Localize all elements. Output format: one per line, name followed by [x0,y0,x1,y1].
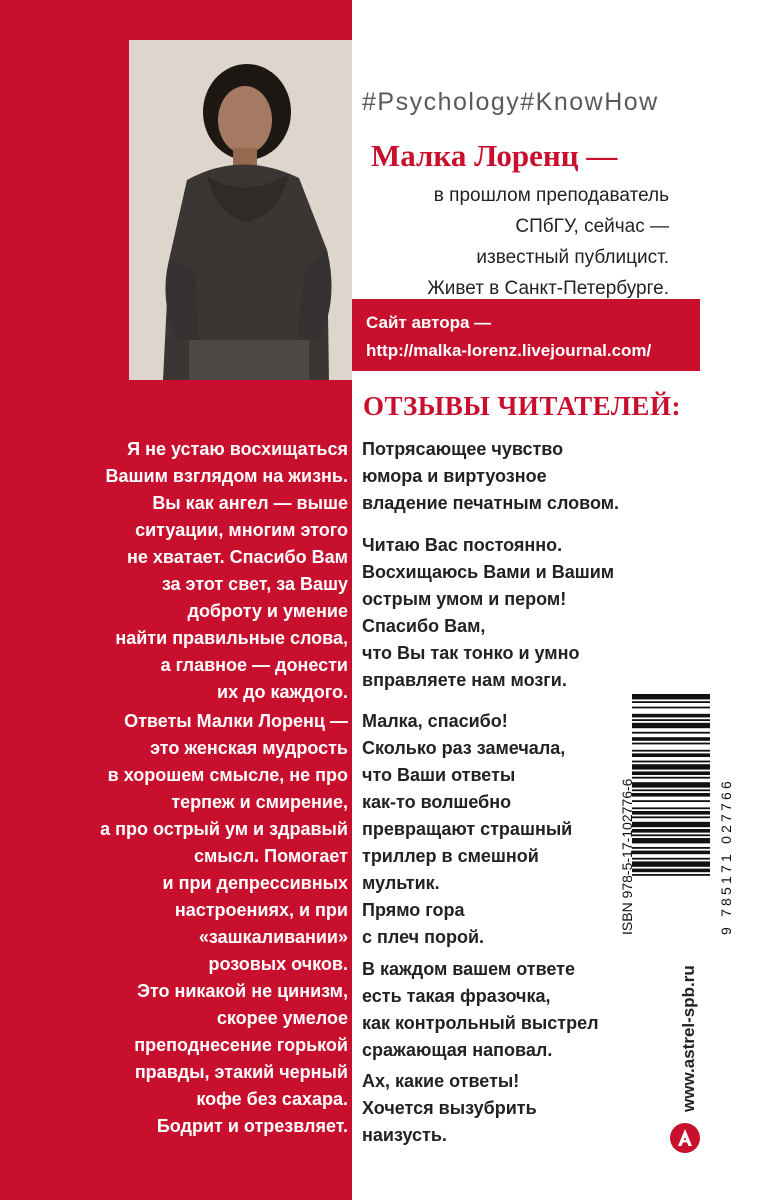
quote-line: терпеж и смирение, [171,792,348,812]
review-line: как-то волшебно [362,792,512,812]
quote-line: Вашим взглядом на жизнь. [105,466,348,486]
barcode-bar [632,764,710,769]
barcode-bar [632,714,710,718]
barcode-bar [632,694,710,699]
review-line: владение печатным словом. [362,493,620,513]
hashtag: #Psychology#KnowHow [362,88,659,116]
reviews-heading: ОТЗЫВЫ ЧИТАТЕЛЕЙ: [363,391,681,421]
review-line: как контрольный выстрел [362,1013,599,1033]
author-bio [369,180,669,304]
quote-line: Бодрит и отрезвляет. [156,1116,348,1136]
quote-line: доброту и умение [187,601,348,621]
barcode-bar [632,851,710,855]
review-line: есть такая фразочка, [362,986,551,1006]
quote-line: не хватает. Спасибо Вам [127,547,348,567]
quote-line: Это никакой не цинизм, [137,981,348,1001]
review-line: с плеч порой. [362,927,485,947]
barcode-bar [632,777,710,779]
review-line: триллер в смешной [362,846,539,866]
barcode-bar [632,829,710,833]
quote-line: найти правильные слова, [115,628,348,648]
author-name: Малка Лоренц — [371,138,618,173]
review-line: Читаю Вас постоянно. [362,535,563,555]
review-line: острым умом и пером! [362,589,567,609]
barcode-bar [632,858,710,860]
review-line: Ах, какие ответы! [362,1071,520,1091]
quote-line: а про острый ум и здравый [100,819,348,839]
quote-line: настроениях, и при [174,900,348,920]
review-line: юмора и виртуозное [362,466,547,486]
bio-line: Живет в Санкт-Петербурге. [427,278,669,299]
site-url-link[interactable]: http://malka-lorenz.livejournal.com/ [366,341,652,360]
bio-line: СПбГУ, сейчас — [515,216,669,237]
quote-line: а главное — донести [160,655,348,675]
barcode-bar [632,753,710,757]
barcode-bar [632,874,710,876]
quote-line: это женская мудрость [150,738,348,758]
reader-review [362,532,662,694]
quote-line: и при депрессивных [162,873,348,893]
barcode-bar [632,847,710,849]
review-line: сражающая наповал. [362,1040,553,1060]
barcode-bar [632,869,710,873]
left-quote [48,436,348,706]
quote-line: кофе без сахара. [196,1089,348,1109]
barcode-bar [632,834,710,836]
barcode-bar [632,750,710,752]
quote-line: смысл. Помогает [193,846,348,866]
review-line: превращают страшный [362,819,573,839]
barcode-bar [632,743,710,745]
review-line: вправляете нам мозги. [362,670,567,690]
barcode-bar [632,719,710,721]
review-line: В каждом вашем ответе [362,959,576,979]
quote-line: в хорошем смысле, не про [107,765,348,785]
publisher-website-link[interactable]: www.astrel-spb.ru [679,965,698,1112]
review-line: Прямо гора [362,900,465,920]
review-line: что Ваши ответы [362,765,516,785]
barcode-bar [632,707,710,709]
quote-line: правды, этакий черный [134,1062,348,1082]
left-quote [48,708,348,978]
barcode-bar [632,782,710,787]
barcode-bar [632,732,710,734]
quote-line: их до каждого. [217,682,348,702]
barcode-bar [632,838,710,843]
barcode-bar [632,789,710,791]
quote-line: розовых очков. [208,954,348,974]
reader-review [362,436,662,517]
review-line: Малка, спасибо! [362,711,508,731]
barcode-digits: 9 785171 027766 [718,778,734,935]
bio-line: известный публицист. [476,247,669,268]
reader-review [362,1068,662,1149]
barcode-bar [632,811,710,815]
barcode-bar [632,771,710,775]
left-quote [48,978,348,1140]
barcode-bar [632,761,710,763]
astrel-logo-icon [669,1122,701,1154]
review-line: Потрясающее чувство [362,439,564,459]
review-line: что Вы так тонко и умно [362,643,580,663]
review-line: Восхищаюсь Вами и Вашим [362,562,615,582]
barcode-bar [632,861,710,866]
review-line: Хочется вызубрить [362,1098,537,1118]
quote-line: преподнесение горькой [134,1035,348,1055]
barcode-bar [632,807,710,809]
author-photo [129,40,352,380]
barcode-bar [632,816,710,818]
quote-line: Вы как ангел — выше [152,493,348,513]
review-line: Сколько раз замечала, [362,738,566,758]
quote-line: за этот свет, за Вашу [161,574,348,594]
review-line: наизусть. [362,1125,447,1145]
site-label: Сайт автора — [366,313,492,332]
author-site-box [352,299,700,371]
isbn-text: ISBN 978-5-17-102776-6 [619,778,635,935]
barcode-bar [632,701,710,703]
reader-review [362,956,662,1064]
barcode-bar [632,800,710,802]
barcode-bar [632,793,710,797]
review-line: мультик. [362,873,440,893]
quote-line: Ответы Малки Лоренц — [124,711,348,731]
quote-line: ситуации, многим этого [135,520,348,540]
quote-line: Я не устаю восхищаться [127,439,348,459]
barcode-bar [632,737,710,741]
quote-line: скорее умелое [216,1008,348,1028]
bio-line: в прошлом преподаватель [433,185,669,206]
barcode-bar [632,822,710,827]
barcode-bar [632,723,710,728]
review-line: Спасибо Вам, [362,616,486,636]
quote-line: «зашкаливании» [198,927,348,947]
